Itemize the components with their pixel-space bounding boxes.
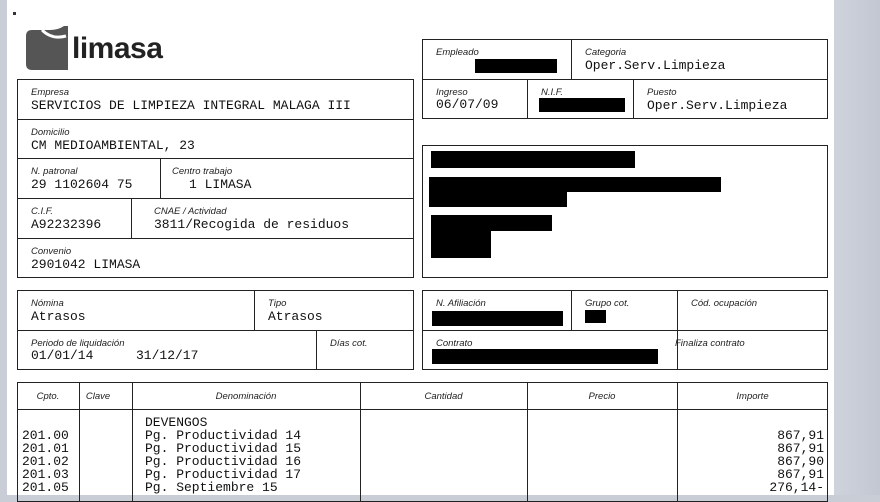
scan-speck [13,12,16,15]
periodo-label: Periodo de liquidación [31,338,125,349]
categoria-value: Oper.Serv.Limpieza [585,58,726,73]
limasa-logo-icon [22,26,70,70]
col-cpto-header: Cpto. [36,391,60,402]
puesto-value: Oper.Serv.Limpieza [647,98,788,113]
col-cantidad-header: Cantidad [424,391,463,402]
contrato-redaction [432,349,658,364]
row-cpto: 201.02 [22,454,69,469]
grupo-cot-label: Grupo cot. [585,298,630,309]
row-denominacion: Pg. Productividad 14 [145,428,302,443]
row-denominacion: Pg. Productividad 16 [145,454,302,469]
cnae-label: CNAE / Actividad [154,206,227,217]
periodo-to: 31/12/17 [136,348,199,363]
row-cpto: 201.01 [22,441,69,456]
tipo-label: Tipo [268,298,287,309]
cod-ocupacion-label: Cód. ocupación [691,298,758,309]
empleado-label: Empleado [436,47,479,58]
domicilio-value: CM MEDIOAMBIENTAL, 23 [31,138,195,153]
empresa-label: Empresa [31,87,70,98]
nif-label: N.I.F. [541,87,563,98]
empleado-redaction [475,59,557,73]
convenio-label: Convenio [31,246,72,257]
centro-trabajo-value: 1 LIMASA [189,177,252,192]
ingreso-label: Ingreso [436,87,468,98]
address-redaction-3 [429,190,567,207]
n-patronal-label: N. patronal [31,166,78,177]
address-redaction-1 [431,151,635,168]
row-denominacion: Pg. Septiembre 15 [145,480,278,495]
row-importe: 276,14- [769,480,824,495]
row-cpto: 201.05 [22,480,69,495]
row-cpto: 201.00 [22,428,69,443]
categoria-label: Categoria [585,47,627,58]
puesto-label: Puesto [647,87,677,98]
afiliacion-redaction [432,311,563,326]
address-redaction-4 [431,215,552,231]
domicilio-label: Domicilio [31,127,70,138]
convenio-value: 2901042 LIMASA [31,257,141,272]
grupo-cot-redaction [585,310,606,323]
row-importe: 867,90 [777,454,824,469]
col-precio-header: Precio [588,391,616,402]
contrato-label: Contrato [436,338,473,349]
afiliacion-label: N. Afiliación [436,298,486,309]
cif-label: C.I.F. [31,206,53,217]
row-importe: 867,91 [777,441,824,456]
row-importe: 867,91 [777,467,824,482]
cif-value: A92232396 [31,217,102,232]
nomina-label: Nómina [31,298,64,309]
ingreso-value: 06/07/09 [436,97,499,112]
section-title: DEVENGOS [145,415,208,430]
row-cpto: 201.03 [22,467,69,482]
dias-cot-label: Días cot. [330,338,368,349]
col-importe-header: Importe [736,391,769,402]
col-denominacion-header: Denominación [215,391,277,402]
finaliza-contrato-label: Finaliza contrato [675,338,745,349]
periodo-from: 01/01/14 [31,348,94,363]
nomina-value: Atrasos [31,309,86,324]
background-strip [834,0,880,495]
address-redaction-5 [431,230,491,258]
logo-text: limasa [72,32,163,65]
row-denominacion: Pg. Productividad 15 [145,441,302,456]
empresa-value: SERVICIOS DE LIMPIEZA INTEGRAL MALAGA III [31,98,351,113]
n-patronal-value: 29 1102604 75 [31,177,133,192]
tipo-value: Atrasos [268,309,323,324]
row-importe: 867,91 [777,428,824,443]
cnae-value: 3811/Recogida de residuos [154,217,350,232]
col-clave-header: Clave [85,391,111,402]
row-denominacion: Pg. Productividad 17 [145,467,302,482]
nif-redaction [539,98,625,112]
centro-trabajo-label: Centro trabajo [172,166,233,177]
